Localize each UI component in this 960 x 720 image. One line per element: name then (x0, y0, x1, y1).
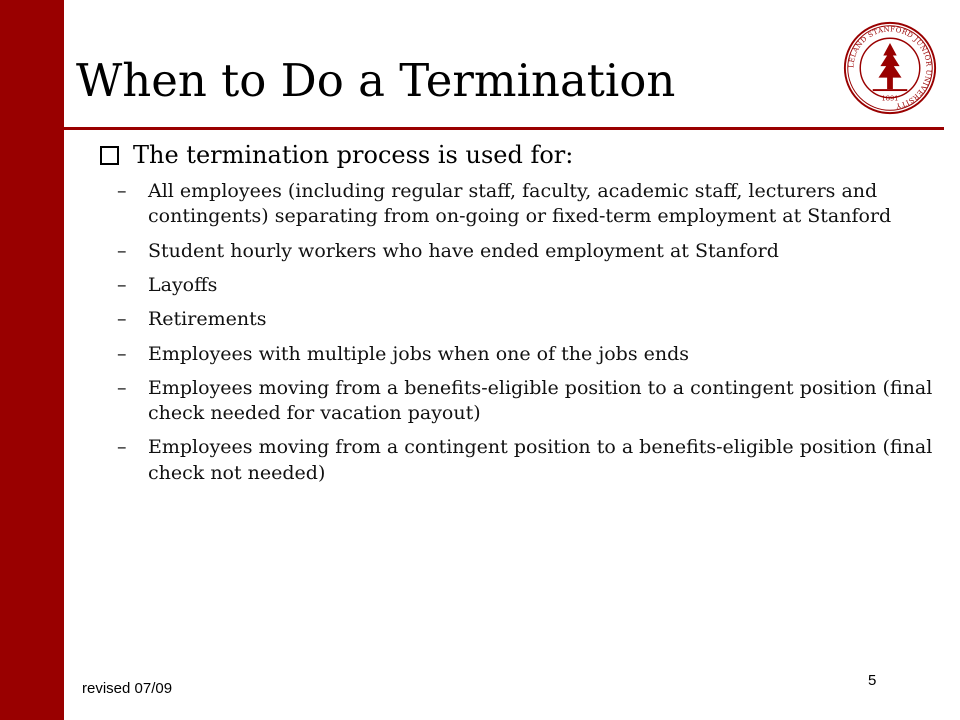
list-item-text: Retirements (148, 308, 267, 331)
list-item (100, 376, 940, 427)
list-item (100, 307, 940, 332)
list-item (100, 239, 940, 264)
list-item (100, 342, 940, 367)
dash-bullet: – (117, 308, 127, 331)
dash-bullet: – (117, 376, 127, 399)
main-bullet-text: The termination process is used for: (133, 141, 574, 169)
left-accent-bar (0, 0, 64, 720)
list-item-text: Employees with multiple jobs when one of the jobs ends (148, 342, 689, 365)
list-item (100, 435, 940, 486)
checkbox-bullet-icon (100, 146, 119, 165)
seal-ring-text: LELAND STANFORD JUNIOR UNIVERSITY (847, 25, 933, 111)
list-item-text: Layoffs (148, 273, 218, 296)
title-underline (64, 127, 944, 130)
list-item-text: Student hourly workers who have ended employment at Stanford (148, 239, 779, 262)
list-item (100, 273, 940, 298)
revised-date: revised 07/09 (82, 680, 173, 697)
sub-bullet-list (100, 179, 940, 486)
dash-bullet: – (117, 180, 127, 203)
list-item-text: All employees (including regular staff, faculty, academic staff, lecturers and contingents) separating from on-going or fixed-term employment at Stanford (148, 180, 892, 228)
seal-year: 1891 (881, 94, 899, 103)
list-item (100, 179, 940, 230)
list-item-text: Employees moving from a contingent position to a benefits-eligible position (final check not needed) (148, 436, 933, 484)
main-bullet (100, 140, 940, 171)
slide-title: When to Do a Termination (76, 54, 676, 107)
dash-bullet: – (117, 436, 127, 459)
tree-icon (878, 43, 901, 89)
list-item-text: Employees moving from a benefits-eligible position to a contingent position (final check needed for vacation payout) (148, 376, 933, 425)
slide-content (100, 140, 940, 495)
dash-bullet: – (117, 342, 127, 365)
university-seal-logo (842, 20, 938, 116)
dash-bullet: – (117, 239, 127, 262)
dash-bullet: – (117, 273, 127, 296)
page-number: 5 (868, 672, 877, 689)
